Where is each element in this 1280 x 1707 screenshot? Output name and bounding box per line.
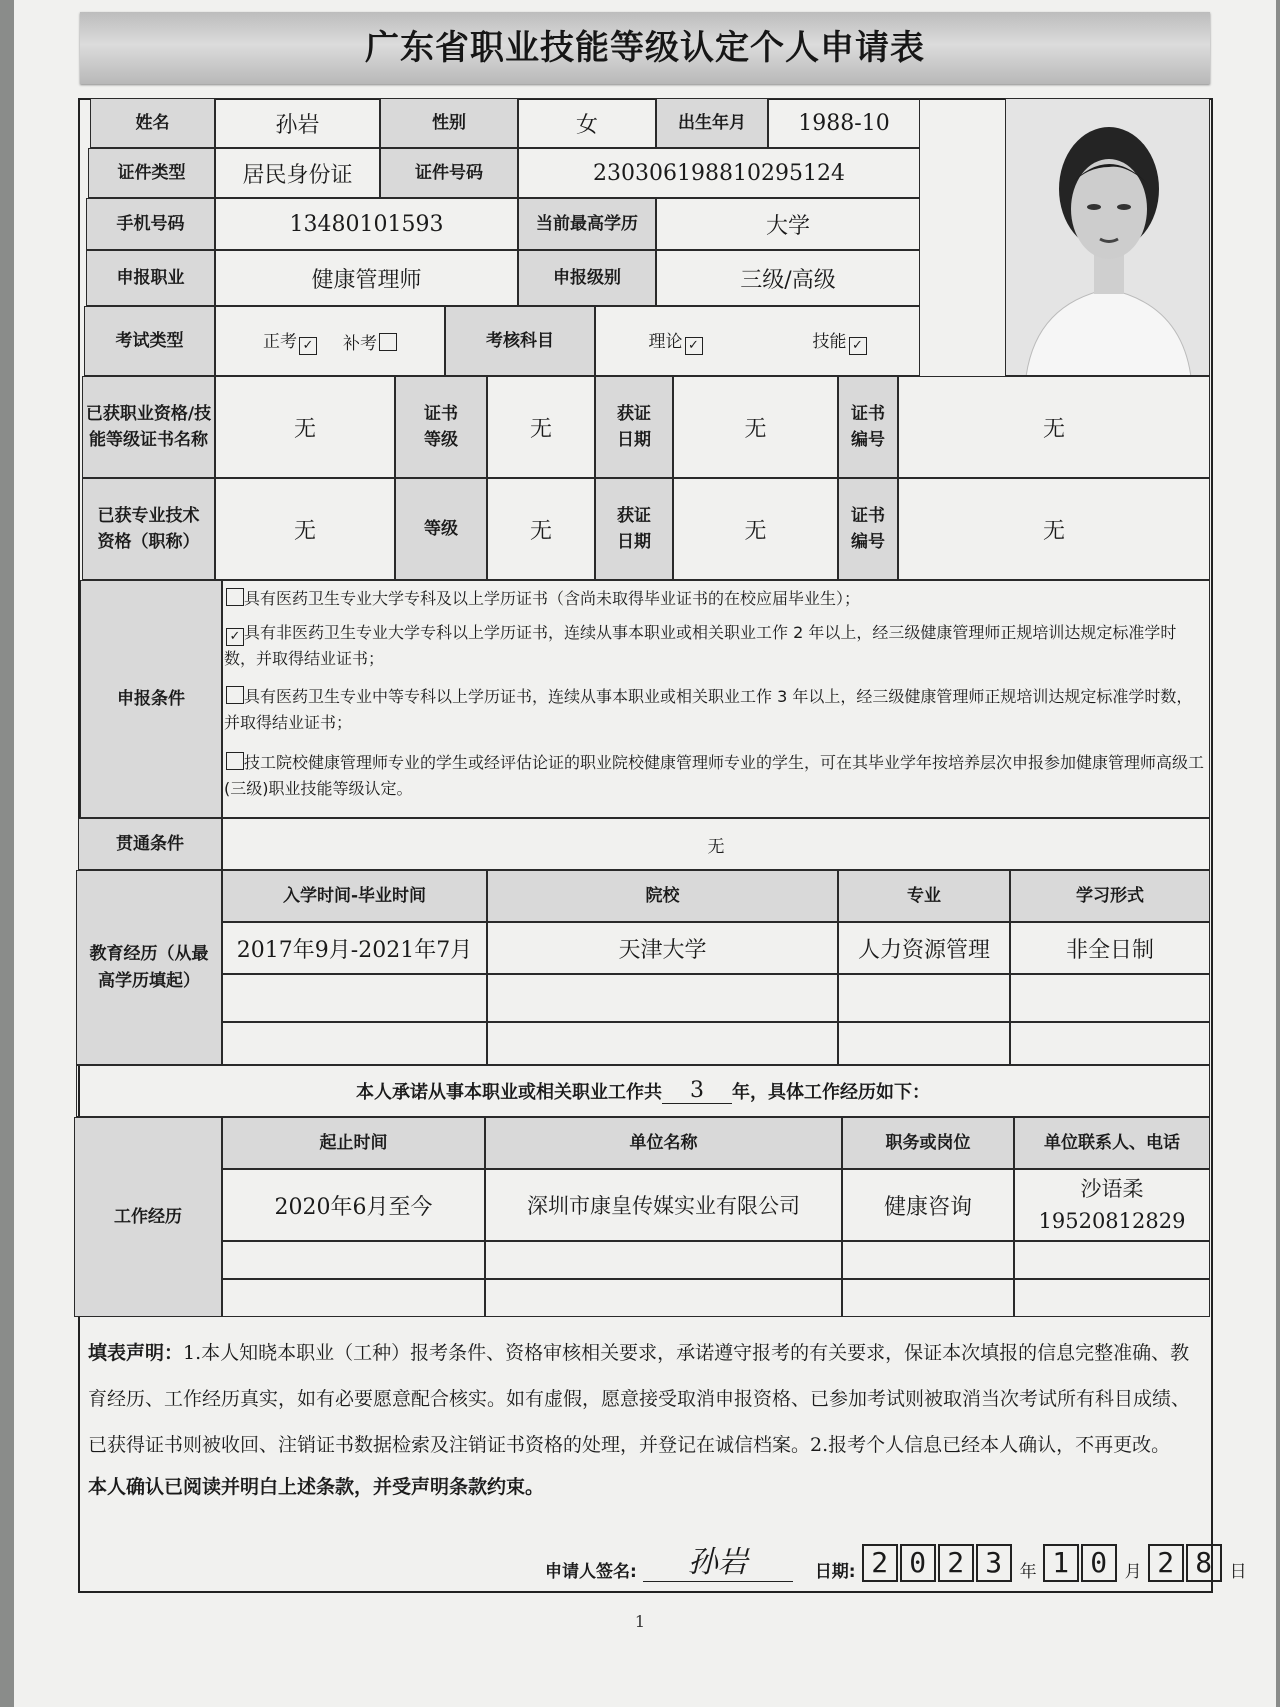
value-cert-name: 无 <box>215 376 395 478</box>
signature-label: 申请人签名: <box>545 1562 637 1582</box>
signature-name: 孙岩 <box>643 1537 793 1582</box>
declaration-label: 填表声明： <box>88 1342 184 1364</box>
label-cert-date: 获证日期 <box>595 376 673 478</box>
label-level: 申报级别 <box>518 250 656 306</box>
edu-empty-cell <box>838 974 1010 1022</box>
value-tech-number: 无 <box>898 478 1210 580</box>
value-cert-date: 无 <box>673 376 838 478</box>
portrait-image <box>1006 99 1210 376</box>
label-apply-conditions: 申报条件 <box>80 580 222 818</box>
edu-empty-cell <box>222 974 487 1022</box>
label-gender: 性别 <box>380 98 518 148</box>
edu-header-school: 院校 <box>487 870 838 922</box>
checkbox-empty-icon[interactable] <box>226 686 244 704</box>
value-birth: 1988-10 <box>768 98 920 148</box>
label-tech-level: 等级 <box>395 478 487 580</box>
edu-empty-cell <box>487 1022 838 1065</box>
work-header-company: 单位名称 <box>485 1117 842 1169</box>
date-day: 2 8 <box>1148 1544 1224 1582</box>
label-birth: 出生年月 <box>656 98 768 148</box>
label-tech-date: 获证日期 <box>595 478 673 580</box>
value-cert-level: 无 <box>487 376 595 478</box>
work-empty-cell <box>222 1279 485 1317</box>
value-tech-level: 无 <box>487 478 595 580</box>
value-tech-title: 无 <box>215 478 395 580</box>
value-tech-date: 无 <box>673 478 838 580</box>
label-tech-title: 已获专业技术资格（职称） <box>82 478 215 580</box>
edu-empty-cell <box>222 1022 487 1065</box>
signature-row: 申请人签名: 孙岩 日期: 2 0 2 3 年 1 0 月 2 8 日 <box>545 1540 1247 1582</box>
work-row-position: 健康咨询 <box>842 1169 1014 1241</box>
declaration-text: 填表声明：1.本人知晓本职业（工种）报考条件、资格审核相关要求，承诺遵守报考的有关要求，保证本次填报的信息完整准确、教育经历、工作经历真实，如有必要愿意配合核实。如有虚假，愿意接受取消申报资格、已参加考试则被取消当次考试所有科目成绩、已获得证书则被收回、注销证书数据检索及注销证书资格的处理，并登记在诚信档案。2.报考个人信息已经本人确认，不再更改。 本人确认已阅读并明白上述条款，并受声明条款约束。 <box>88 1330 1203 1510</box>
work-header-contact: 单位联系人、电话 <box>1014 1117 1210 1169</box>
checkbox-empty-icon[interactable] <box>226 588 244 606</box>
condition-4[interactable]: 技工院校健康管理师专业的学生或经评估论证的职业院校健康管理师专业的学生，可在其毕业学年按培养层次申报参加健康管理师高级工(三级)职业技能等级认定。 <box>224 753 1205 798</box>
checkbox-empty-icon[interactable] <box>379 333 397 351</box>
label-exam-type: 考试类型 <box>84 306 215 376</box>
contact-phone: 19520812829 <box>1038 1209 1186 1233</box>
label-phone: 手机号码 <box>86 198 215 250</box>
page-number: 1 <box>634 1612 646 1631</box>
exam-type-options <box>215 306 445 376</box>
condition-2[interactable]: ✓ 具有非医药卫生专业大学专科以上学历证书，连续从事本职业或相关职业工作 2 年以上，经三级健康管理师正规培训达规定标准学时数，并取得结业证书； <box>224 623 1177 668</box>
label-name: 姓名 <box>90 98 215 148</box>
edu-header-major: 专业 <box>838 870 1010 922</box>
value-name: 孙岩 <box>215 98 380 148</box>
label-id-type: 证件类型 <box>88 148 215 198</box>
label-exam-subject: 考核科目 <box>445 306 595 376</box>
condition-1[interactable]: 具有医药卫生专业大学专科及以上学历证书（含尚未取得毕业证书的在校应届毕业生）； <box>224 586 1204 612</box>
edu-row-form: 非全日制 <box>1010 922 1210 974</box>
date-month: 1 0 <box>1043 1544 1119 1582</box>
label-tech-number: 证书编号 <box>838 478 898 580</box>
exam-makeup-option[interactable]: 补考 <box>343 329 397 354</box>
value-id-number: 230306198810295124 <box>518 148 920 198</box>
value-occupation: 健康管理师 <box>215 250 518 306</box>
subject-skill-option[interactable]: 技能 ✓ <box>813 327 867 355</box>
applicant-photo <box>1005 98 1210 376</box>
exam-subject-options <box>595 306 920 376</box>
label-cert-number: 证书编号 <box>838 376 898 478</box>
page-title: 广东省职业技能等级认定个人申请表 <box>365 28 925 68</box>
work-row-period: 2020年6月至今 <box>222 1169 485 1241</box>
edu-row-major: 人力资源管理 <box>838 922 1010 974</box>
edu-header-form: 学习形式 <box>1010 870 1210 922</box>
checkbox-checked-icon[interactable]: ✓ <box>849 337 867 355</box>
date-year: 2 0 2 3 <box>862 1544 1014 1582</box>
work-header-period: 起止时间 <box>222 1117 485 1169</box>
contact-name: 沙语柔 <box>1080 1177 1144 1201</box>
work-commitment: 本人承诺从事本职业或相关职业工作共 3 年，具体工作经历如下： <box>76 1065 1210 1117</box>
value-id-type: 居民身份证 <box>215 148 380 198</box>
edu-header-period: 入学时间-毕业时间 <box>222 870 487 922</box>
edu-empty-cell <box>487 974 838 1022</box>
subject-theory-option[interactable]: 理论 ✓ <box>649 327 703 355</box>
checkbox-empty-icon[interactable] <box>226 752 244 770</box>
value-phone: 13480101593 <box>215 198 518 250</box>
label-cert-level: 证书等级 <box>395 376 487 478</box>
label-education: 当前最高学历 <box>518 198 656 250</box>
edu-row-school: 天津大学 <box>487 922 838 974</box>
edu-empty-cell <box>1010 974 1210 1022</box>
date-label: 日期: <box>814 1562 856 1582</box>
checkbox-checked-icon[interactable]: ✓ <box>685 337 703 355</box>
checkbox-checked-icon[interactable]: ✓ <box>226 628 244 646</box>
edu-empty-cell <box>1010 1022 1210 1065</box>
label-work-history: 工作经历 <box>74 1117 222 1317</box>
value-cert-number: 无 <box>898 376 1210 478</box>
value-education: 大学 <box>656 198 920 250</box>
label-cert-name: 已获职业资格/技能等级证书名称 <box>82 376 215 478</box>
edu-row-period: 2017年9月-2021年7月 <box>222 922 487 974</box>
declaration-confirm: 本人确认已阅读并明白上述条款，并受声明条款约束。 <box>88 1476 545 1498</box>
work-years: 3 <box>662 1078 732 1104</box>
label-education-history: 教育经历（从最高学历填起） <box>76 870 222 1065</box>
work-empty-cell <box>485 1241 842 1279</box>
work-empty-cell <box>842 1241 1014 1279</box>
work-empty-cell <box>485 1279 842 1317</box>
work-empty-cell <box>222 1241 485 1279</box>
work-empty-cell <box>1014 1279 1210 1317</box>
label-link-conditions: 贯通条件 <box>78 818 222 870</box>
value-link-conditions: 无 <box>222 818 1210 870</box>
value-level: 三级/高级 <box>656 250 920 306</box>
work-header-position: 职务或岗位 <box>842 1117 1014 1169</box>
value-gender: 女 <box>518 98 656 148</box>
edu-empty-cell <box>838 1022 1010 1065</box>
work-row-company: 深圳市康皇传媒实业有限公司 <box>485 1169 842 1241</box>
exam-regular-option[interactable]: 正考 ✓ <box>263 327 317 355</box>
condition-3[interactable]: 具有医药卫生专业中等专科以上学历证书，连续从事本职业或相关职业工作 3 年以上，经三级健康管理师正规培训达规定标准学时数，并取得结业证书； <box>224 687 1193 732</box>
label-occupation: 申报职业 <box>86 250 215 306</box>
work-row-contact <box>1014 1169 1210 1241</box>
work-empty-cell <box>1014 1241 1210 1279</box>
checkbox-checked-icon[interactable]: ✓ <box>299 337 317 355</box>
label-id-number: 证件号码 <box>380 148 518 198</box>
work-empty-cell <box>842 1279 1014 1317</box>
